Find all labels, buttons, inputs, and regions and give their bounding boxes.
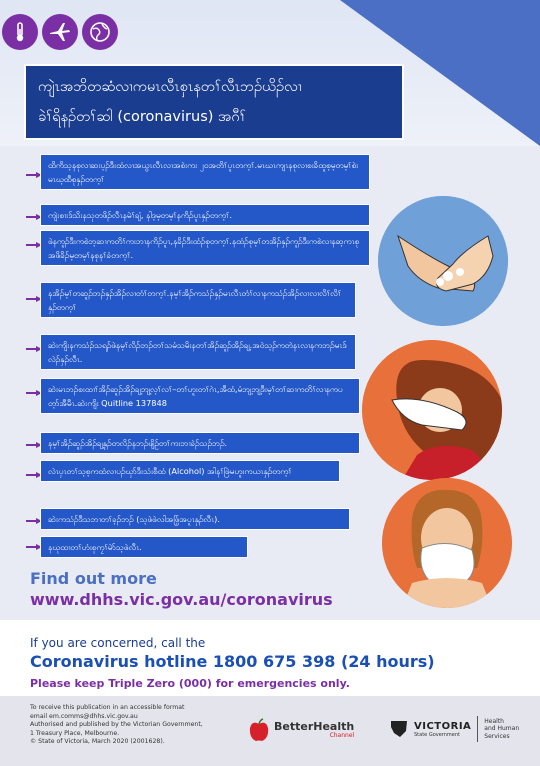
website-link[interactable]: www.dhhs.vic.gov.au/coronavirus xyxy=(30,590,333,609)
emergency-note: Please keep Triple Zero (000) for emergencies only. xyxy=(30,677,350,690)
victoria-government-logo xyxy=(390,716,519,742)
victoria-wordmark: VICTORIA xyxy=(414,720,472,732)
apple-icon xyxy=(248,718,270,742)
victoria-map-icon xyxy=(390,719,408,739)
bullet-item: ဆဲးကျိးနကသံၣ်သရၣ်ဖဲနမ့ၢ်လိၣ်ဘၣ်တၢ်သမံသမိးနတၢ်အိၣ်ဆူၣ်အိၣ်ချ့.အဝဲသ့ၣ်ကတဲနၤလၢနကဘၣ်မၤဒ်လဲၣ်နှၣ်လီၤ. xyxy=(40,334,356,370)
bullet-item: ဖဲနကူၣ်ဒီးကစဲဘ့ဆၢကတိၢ်ကးဘၢနကိၣ်ပူၤ,နခိၣ်ဒီးထံၣ်စုတက့ၢ်.နထံၣ်စုမ့ၢ်တအိၣ်နှၣ်ကူၣ်ဒီးကစဲလၢနဆ့ကၤစုအဖိခိၣ်မ့တမ့ၢ်နစုနၢ်ခံတက့ၢ်. xyxy=(40,230,370,266)
footer-line: 1 Treasury Place, Melbourne. xyxy=(30,729,120,737)
bullet-item: ထိကိသ့နစုလၢဆးပ့ၣ်ဒီးထံလၢအယွၤလီၤလၢအစဲးကး ၂၀အတိၢ်ပူၤတက့ၢ်.မၤဃၤကျၤနစုလၢစးခိထူစ့မ့တမ့ၢ်စဲးမၤဃ့ထီစုနှၣ်တက့ၢ် xyxy=(40,154,370,190)
bullet-item: လဲၤပှၤတၢ်သ့စ့ကထံလၢပၣ်ဃှာ်ဒီးသံးစီထံ (Alcohol) အါနၢ်ဖြဲမဟူးကယၤနှၣ်တက့ၢ် xyxy=(40,460,340,482)
find-out-more-heading: Find out more xyxy=(30,569,157,588)
title-box xyxy=(24,64,404,140)
bullet-item: နမ့ၢ်အိၣ်ဆူၣ်အိၣ်ချ့နှၣ်တလိၣ်နဘၣ်ဖျိဉ်တၢ်ကးဘၢခဲၣ်သၣ်ဘၣ်. xyxy=(40,432,360,454)
logo-divider xyxy=(477,716,478,742)
handwash-illustration xyxy=(378,196,508,326)
globe-icon xyxy=(82,14,118,50)
title-line-2: ခဲၢ်ရိနၣ်တၢ်ဆါ (coronavirus) အဂီၢ် xyxy=(38,109,246,125)
department-name xyxy=(484,718,519,741)
thermometer-icon xyxy=(2,14,38,50)
footer-authorisation xyxy=(30,704,250,747)
department-line: and Human xyxy=(484,725,520,733)
concern-text: If you are concerned, call the xyxy=(30,636,206,650)
better-health-channel: Channel xyxy=(329,732,355,739)
bullet-item: ကျဲးစၢးဒ်သိးနသုတဖိၣ်လီၤနမဲၢ်ချံ, နါဒ့မ့တမ့ၢ်နကိၣ်ပူၤနှၣ်တက့ၢ်. xyxy=(40,204,370,226)
header-banner xyxy=(0,0,540,146)
victoria-subtitle: State Government xyxy=(414,731,461,738)
bullet-item: ဆဲးကသံၣ်ဒီသဘၢတၢ်ခ့ၣ်ဘၣ် (သ့ဖဲဖဲလါအဖြှ်အပူၤနှၣ်လီၤ). xyxy=(40,508,350,530)
footer-line: © State of Victoria, March 2020 (2001628). xyxy=(30,738,165,746)
tissue-sneeze-illustration xyxy=(382,478,512,608)
header-icon-row xyxy=(0,14,118,50)
footer-email[interactable]: email em.comms@dhhs.vic.gov.au xyxy=(30,712,138,720)
bullet-item: နအိၣ်မ့ၢ်တဆူၣ်ဘၣ်နှၣ်အိၣ်လၢတံၢ်တက့ၢ်.နမ့ၢ်အိၣ်ကသံၣ်နှၣ်မၤလီၤတံၢ်လၢနကသံၣ်အိၣ်လၢလၢလိၢ်လိၢ်နှၣ်တက့ၢ် xyxy=(40,282,356,318)
footer-line: Authorised and published by the Victorian Government, xyxy=(30,721,203,729)
bullet-item: နဃုထၢတၢ်ဟံးစုကၠၢ်မဲာ်သ့ဖဲလီၤ. xyxy=(40,536,248,558)
title-line-1: ကျဲၤအဘိတဆံလၢကမၤလီၤစှၤနတၢ်လီၤဘၣ်ယိၣ်လၢ xyxy=(38,79,302,95)
bullet-item: ဆဲးမၤဘၣ်စးထၢၢ်အိၣ်ဆူၣ်အိၣ်ချ့ဘျ့လ့ၢ်လၢ်–တၢ်ဟူးတၢ်ဂဲၤ,အီထံ,မံဘျ့ဘျ့ဒီးမ့ၢ်တၢ်ဆၢကတိၢ်လၢနကပတ့ာ်အီမီၤ.ဆဲးကျိး Quitline 137848 xyxy=(40,378,360,414)
hotline-number[interactable]: Coronavirus hotline 1800 675 398 (24 hours) xyxy=(30,652,435,671)
department-line: Health xyxy=(484,717,504,725)
footer-line: To receive this publication in an accessible format xyxy=(30,704,185,711)
cough-elbow-illustration xyxy=(362,340,502,480)
airplane-icon xyxy=(42,14,78,50)
better-health-logo xyxy=(248,718,354,742)
department-line: Services xyxy=(484,732,510,740)
better-health-name: BetterHealth xyxy=(274,720,355,733)
